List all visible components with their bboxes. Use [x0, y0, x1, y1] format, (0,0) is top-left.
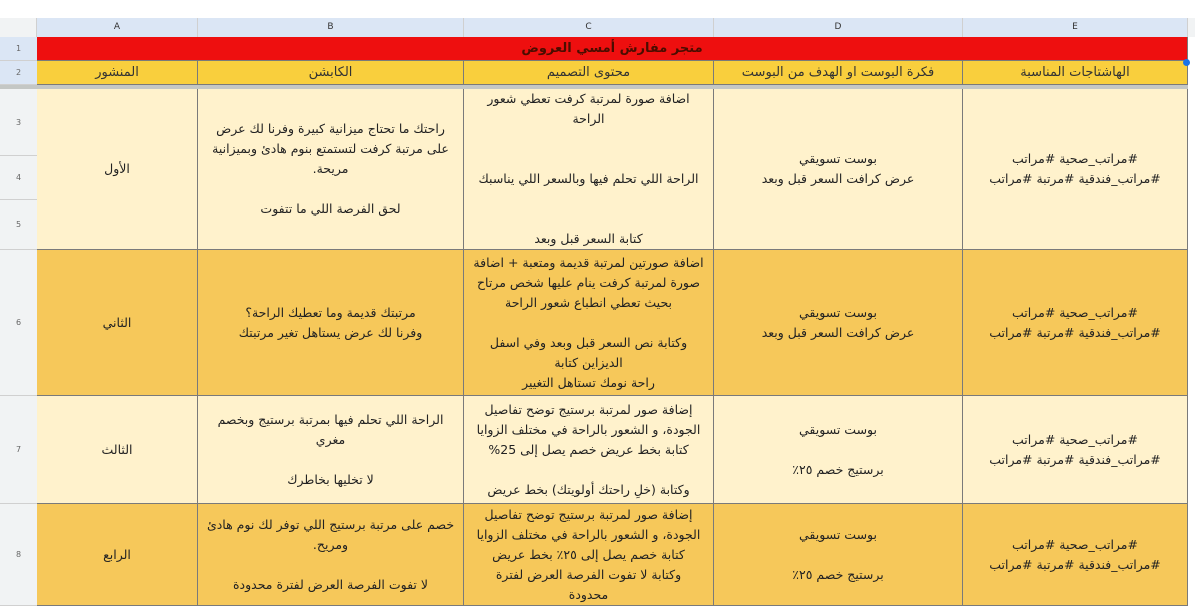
cell-post-4[interactable]: الرابع — [37, 504, 198, 606]
cell-idea-4[interactable]: بوست تسويقي برستيج خصم ٢٥٪ — [714, 504, 963, 606]
row-header-4[interactable]: 4 — [0, 156, 37, 200]
selection-fill-handle[interactable] — [1183, 59, 1190, 66]
cell-design-3[interactable]: إضافة صور لمرتبة برستيج توضح تفاصيل الجودة، و الشعور بالراحة في مختلف الزوايا كتابة بخط عريض خصم يصل إلى 25% وكتابة (خلِ راحتك أولويتك) بخط عريض — [464, 396, 714, 504]
cell-hashtags-3[interactable]: #مراتب_صحية #مراتب #مراتب_فندقية #مرتبة #مراتب — [963, 396, 1188, 504]
cell-post-3[interactable]: الثالث — [37, 396, 198, 504]
column-header-c[interactable]: C — [464, 18, 714, 37]
column-header-bar — [0, 18, 1195, 37]
cell-idea-1[interactable]: بوست تسويقي عرض كرافت السعر قبل وبعد — [714, 89, 963, 250]
header-design-cell[interactable]: محتوى التصميم — [464, 61, 714, 85]
cell-idea-2[interactable]: بوست تسويقي عرض كرافت السعر قبل وبعد — [714, 250, 963, 396]
cell-caption-1[interactable]: راحتك ما تحتاج ميزانية كبيرة وفرنا لك عرض على مرتبة كرفت لتستمتع بنوم هادئ وبميزانية مريحة. لحق الفرصة اللي ما تتفوت — [198, 89, 464, 250]
column-header-a[interactable]: A — [37, 18, 198, 37]
cell-hashtags-2[interactable]: #مراتب_صحية #مراتب #مراتب_فندقية #مرتبة #مراتب — [963, 250, 1188, 396]
header-hashtags-cell[interactable]: الهاشتاجات المناسبة — [963, 61, 1188, 85]
row-header-6[interactable]: 6 — [0, 250, 37, 396]
cell-design-4[interactable]: إضافة صور لمرتبة برستيج توضح تفاصيل الجودة، و الشعور بالراحة في مختلف الزوايا كتابة خصم يصل إلى ٢٥٪ بخط عريض وكتابة لا تفوت الفرصة العرض لفترة محدودة — [464, 504, 714, 606]
row-header-8[interactable]: 8 — [0, 504, 37, 606]
header-caption-cell[interactable]: الكابشن — [198, 61, 464, 85]
cell-caption-2[interactable]: مرتبتك قديمة وما تعطيك الراحة؟ وفرنا لك عرض يستاهل تغير مرتبتك — [198, 250, 464, 396]
sheet-right-margin — [1188, 37, 1195, 606]
cell-design-2[interactable]: اضافة صورتين لمرتبة قديمة ومتعبة + اضافة صورة لمرتبة كرفت ينام عليها شخص مرتاح بحيث تعطي انطباع شعور الراحة وكتابة نص السعر قبل وبعد وفي اسفل الديزاين كتابة راحة نومك تستاهل التغيير — [464, 250, 714, 396]
row-header-1[interactable]: 1 — [0, 37, 37, 61]
cell-idea-3[interactable]: بوست تسويقي برستيج خصم ٢٥٪ — [714, 396, 963, 504]
row-header-3[interactable]: 3 — [0, 89, 37, 156]
row-header-7[interactable]: 7 — [0, 396, 37, 504]
cell-design-1[interactable]: اضافة صورة لمرتبة كرفت تعطي شعور الراحة الراحة اللي تحلم فيها وبالسعر اللي يناسبك كتابة السعر قبل وبعد — [464, 89, 714, 250]
cell-post-2[interactable]: الثاني — [37, 250, 198, 396]
header-post-cell[interactable]: المنشور — [37, 61, 198, 85]
sheet-title-cell[interactable]: متجر مفارش أمسي العروض — [37, 37, 1188, 61]
row-header-2[interactable]: 2 — [0, 61, 37, 85]
cell-caption-3[interactable]: الراحة اللي تحلم فيها بمرتبة برستيج وبخصم مغري لا تخليها بخاطرك — [198, 396, 464, 504]
cell-post-1[interactable]: الأول — [37, 89, 198, 250]
column-header-b[interactable]: B — [198, 18, 464, 37]
cell-caption-4[interactable]: خصم على مرتبة برستيج اللي توفر لك نوم هادئ ومريح. لا تفوت الفرصة العرض لفترة محدودة — [198, 504, 464, 606]
cell-hashtags-1[interactable]: #مراتب_صحية #مراتب #مراتب_فندقية #مرتبة #مراتب — [963, 89, 1188, 250]
column-header-d[interactable]: D — [714, 18, 963, 37]
select-all-corner[interactable] — [0, 18, 37, 37]
row-header-5[interactable]: 5 — [0, 200, 37, 250]
column-header-e[interactable]: E — [963, 18, 1188, 37]
header-idea-cell[interactable]: فكرة البوست او الهدف من البوست — [714, 61, 963, 85]
cell-hashtags-4[interactable]: #مراتب_صحية #مراتب #مراتب_فندقية #مرتبة #مراتب — [963, 504, 1188, 606]
